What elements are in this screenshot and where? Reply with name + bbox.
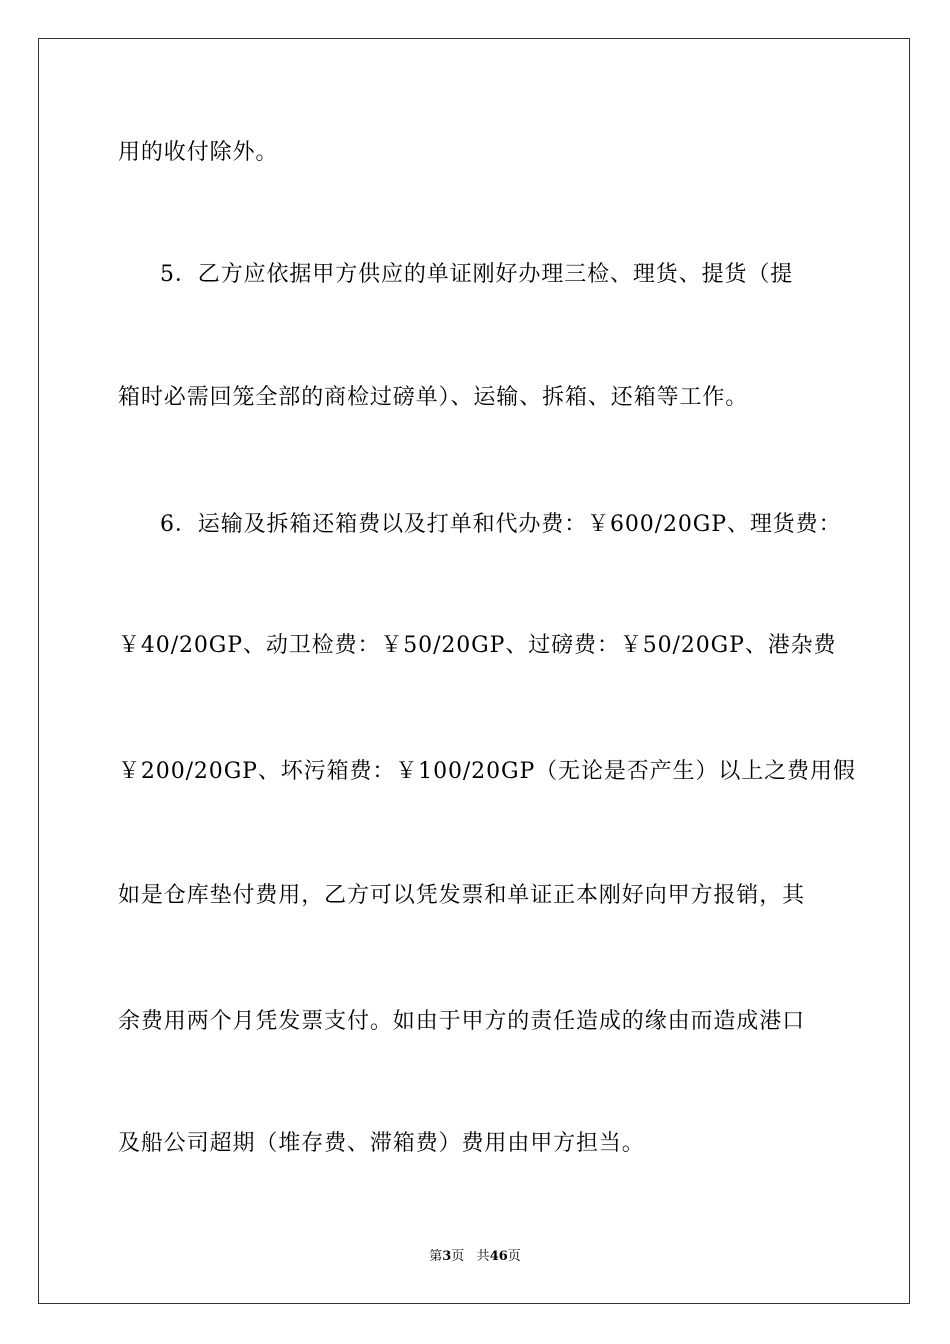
paragraph-line-1: 用的收付除外。 <box>118 140 279 165</box>
footer-page-number: 3 <box>442 1249 452 1264</box>
paragraph-line-6: ￥200/20GP、坏污箱费：￥100/20GP（无论是否产生）以上之费用假 <box>118 759 856 784</box>
page-border <box>38 38 910 1304</box>
footer-total-suffix: 页 <box>507 1249 521 1264</box>
paragraph-line-3: 箱时必需回笼全部的商检过磅单）、运输、拆箱、还箱等工作。 <box>118 385 749 410</box>
paragraph-line-2: 5．乙方应依据甲方供应的单证刚好办理三检、理货、提货（提 <box>160 262 794 287</box>
footer-total-pages: 46 <box>489 1249 508 1264</box>
footer-total-prefix: 共 <box>476 1249 490 1264</box>
paragraph-line-7: 如是仓库垫付费用，乙方可以凭发票和单证正本刚好向甲方报销，其 <box>118 883 806 908</box>
paragraph-line-4: 6．运输及拆箱还箱费以及打单和代办费：￥600/20GP、理货费： <box>160 512 842 537</box>
paragraph-line-8: 余费用两个月凭发票支付。如由于甲方的责任造成的缘由而造成港口 <box>118 1009 806 1034</box>
paragraph-line-9: 及船公司超期（堆存费、滞箱费）费用由甲方担当。 <box>118 1131 645 1156</box>
footer-page-prefix: 第 <box>429 1249 443 1264</box>
paragraph-line-5: ￥40/20GP、动卫检费：￥50/20GP、过磅费：￥50/20GP、港杂费 <box>118 633 837 658</box>
footer-page-suffix: 页 <box>451 1249 465 1264</box>
page-footer <box>0 1248 950 1266</box>
